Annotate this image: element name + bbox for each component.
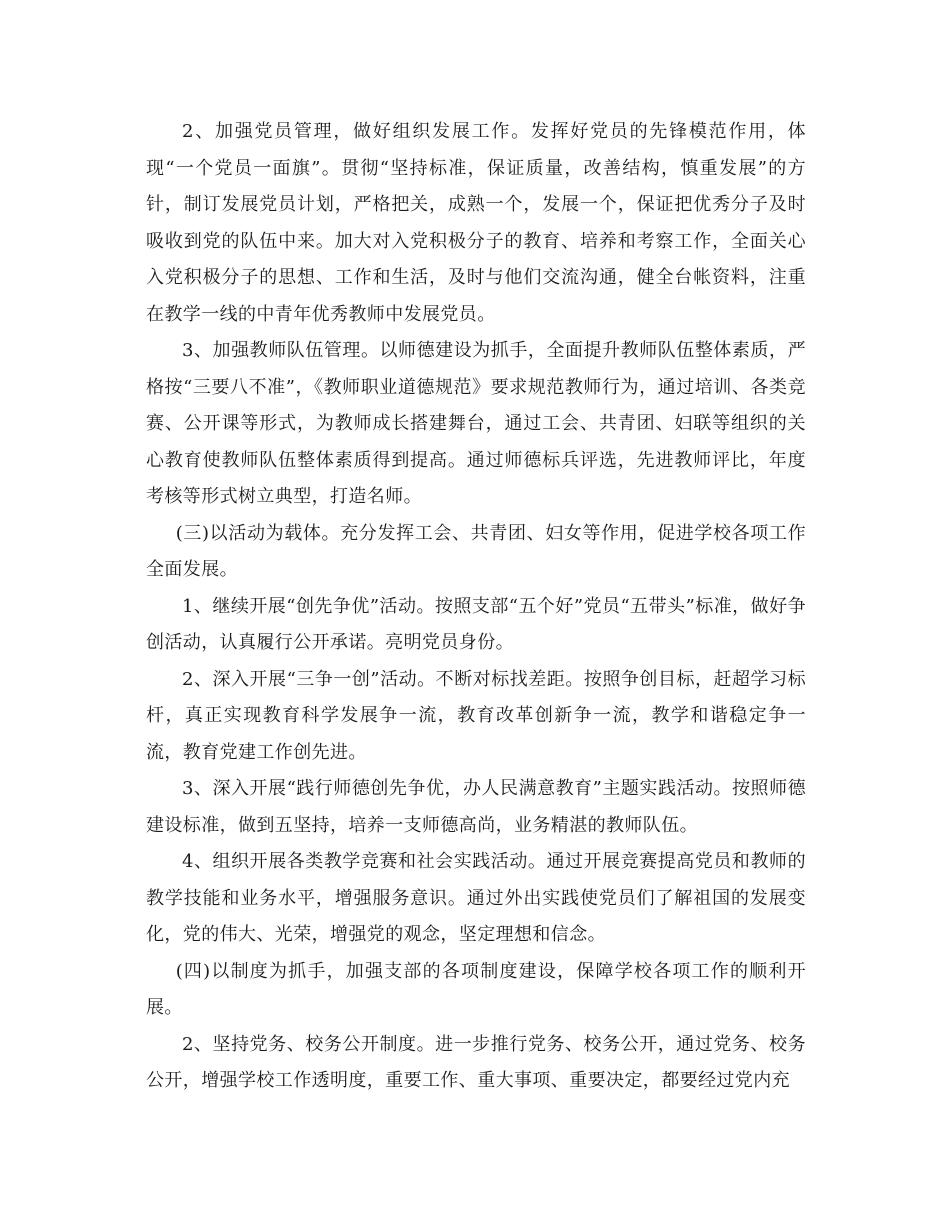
paragraph-teaching-competitions: 4、组织开展各类教学竞赛和社会实践活动。通过开展竞赛提高党员和教师的教学技能和业务水平，增强服务意识。通过外出实践使党员们了解祖国的发展变化，党的伟大、光荣，增强党的观念，坚定理想和信念。 bbox=[146, 851, 806, 945]
paragraph-open-affairs: 2、坚持党务、校务公开制度。进一步推行党务、校务公开，通过党务、校务公开，增强学校工作透明度，重要工作、重大事项、重要决定，都要经过党内充 bbox=[146, 1033, 806, 1091]
document-body bbox=[146, 114, 806, 1100]
paragraph-sanzheng-yichuang: 2、深入开展“三争一创”活动。不断对标找差距。按照争创目标，赶超学习标杆，真正实现教育科学发展争一流，教育改革创新争一流，教学和谐稳定争一流，教育党建工作创先进。 bbox=[146, 668, 806, 763]
paragraph-chuangxian-zhengyou: 1、继续开展“创先争优”活动。按照支部“五个好”党员“五带头”标准，做好争创活动，认真履行公开承诺。亮明党员身份。 bbox=[146, 595, 806, 653]
paragraph-teacher-team-management: 3、加强教师队伍管理。以师德建设为抓手，全面提升教师队伍整体素质，严格按“三要八不准”，《教师职业道德规范》要求规范教师行为，通过培训、各类竞赛、公开课等形式，为教师成长搭建舞台，通过工会、共青团、妇联等组织的关心教育使教师队伍整体素质得到提高。通过师德标兵评选，先进教师评比，年度考核等形式树立典型，打造名师。 bbox=[146, 340, 806, 507]
paragraph-party-member-management: 2、加强党员管理，做好组织发展工作。发挥好党员的先锋模范作用，体现“一个党员一面旗”。贯彻“坚持标准，保证质量，改善结构，慎重发展”的方针，制订发展党员计划，严格把关，成熟一个，发展一个，保证把优秀分子及时吸收到党的队伍中来。加大对入党积极分子的教育、培养和考察工作，全面关心入党积极分子的思想、工作和生活，及时与他们交流沟通，健全台帐资料，注重在教学一线的中青年优秀教师中发展党员。 bbox=[146, 121, 806, 325]
section-heading-activities: (三)以活动为载体。充分发挥工会、共青团、妇女等作用，促进学校各项工作全面发展。 bbox=[146, 522, 806, 580]
paragraph-teacher-ethics-practice: 3、深入开展“践行师德创先争优，办人民满意教育”主题实践活动。按照师德建设标准，做到五坚持，培养一支师德高尚，业务精湛的教师队伍。 bbox=[146, 778, 806, 836]
section-heading-institutions: (四)以制度为抓手，加强支部的各项制度建设，保障学校各项工作的顺利开展。 bbox=[146, 960, 806, 1018]
